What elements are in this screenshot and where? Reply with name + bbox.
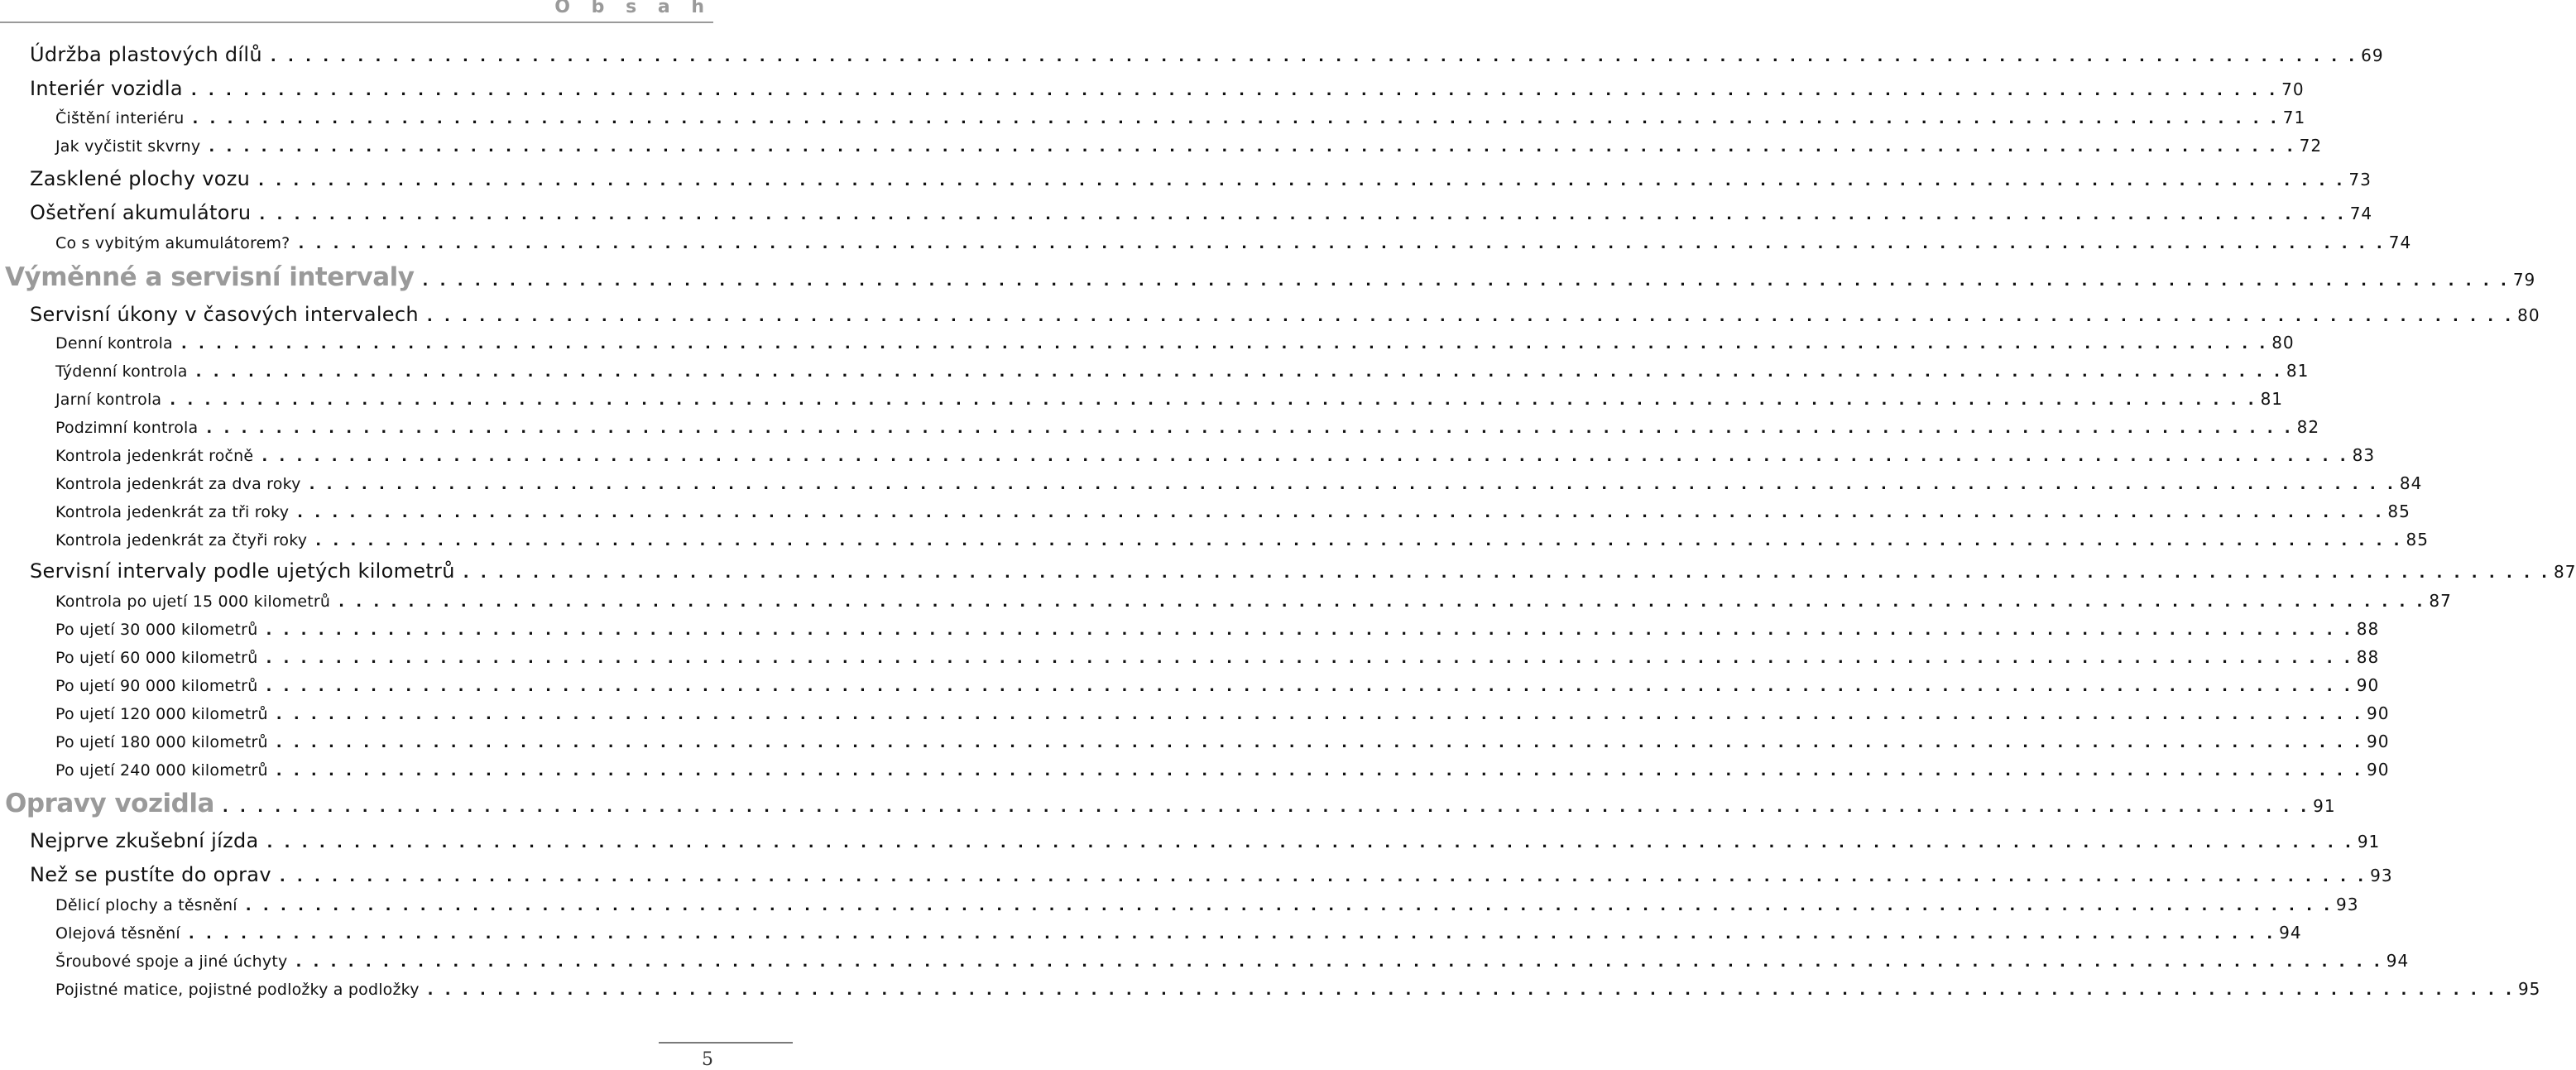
- toc-entry-page: 93: [2336, 895, 2359, 914]
- dot-leader: . . . . . . . . . . . . . . . . . . . . . . . . . . . . . . . . . . . . . . . . . . . . . . . . . . . . . . . . . . . . . . . . . . . . . . . . . . . . . . . . . . . . . . . . . . . . . . . . . . . . . . . . . . . . . . . . . . . . . . . .: [209, 138, 2296, 156]
- dot-leader: . . . . . . . . . . . . . . . . . . . . . . . . . . . . . . . . . . . . . . . . . . . . . . . . . . . . . . . . . . . . . . . . . . . . . . . . . . . . . . . . . . . . . . . . . . . . . . . . . . . . . . . . . . . . . . . . . . . . . . . .: [206, 420, 2294, 437]
- dot-leader: . . . . . . . . . . . . . . . . . . . . . . . . . . . . . . . . . . . . . . . . . . . . . . . . . . . . . . . . . . . . . . . . . . . . . . . . . . . . . . . . . . . . . . . . . . . . . . . . . . . . . . . . . . . . . . . . . . . . . . . .: [222, 799, 2310, 816]
- toc-entry-page: 85: [2406, 530, 2429, 549]
- dot-leader: . . . . . . . . . . . . . . . . . . . . . . . . . . . . . . . . . . . . . . . . . . . . . . . . . . . . . . . . . . . . . . . . . . . . . . . . . . . . . . . . . . . . . . . . . . . . . . . . . . . . . . . . . . . . . . . . . . . . . . . .: [266, 621, 2353, 639]
- toc-entry-title: Čištění interiéru: [55, 109, 185, 127]
- header-divider: [0, 22, 713, 23]
- toc-entry-title: Zasklené plochy vozu: [30, 167, 251, 190]
- dot-leader: . . . . . . . . . . . . . . . . . . . . . . . . . . . . . . . . . . . . . . . . . . . . . . . . . . . . . . . . . . . . . . . . . . . . . . . . . . . . . . . . . . . . . . . . . . . . . . . . . . . . . . . . . . . . . . . . . . . . . . . .: [266, 650, 2353, 667]
- toc-entry-title: Servisní úkony v časových intervalech: [30, 303, 419, 326]
- toc-entry-title: Kontrola jedenkrát za tři roky: [55, 503, 290, 521]
- toc-entry-page: 90: [2367, 703, 2390, 723]
- toc-entry-page: 90: [2367, 760, 2390, 780]
- toc-entry[interactable]: [55, 923, 2302, 943]
- toc-entry-page: 74: [2388, 233, 2412, 252]
- toc-entry[interactable]: [55, 619, 2380, 639]
- toc-entry-title: Nejprve zkušební jízda: [30, 829, 259, 852]
- dot-leader: . . . . . . . . . . . . . . . . . . . . . . . . . . . . . . . . . . . . . . . . . . . . . . . . . . . . . . . . . . . . . . . . . . . . . . . . . . . . . . . . . . . . . . . . . . . . . . . . . . . . . . . . . . . . . . . . . . . . . . . .: [266, 834, 2354, 852]
- toc-entry-title: Údržba plastových dílů: [30, 43, 262, 66]
- dot-leader: . . . . . . . . . . . . . . . . . . . . . . . . . . . . . . . . . . . . . . . . . . . . . . . . . . . . . . . . . . . . . . . . . . . . . . . . . . . . . . . . . . . . . . . . . . . . . . . . . . . . . . . . . . . . . . . . . . . . . . . .: [170, 391, 2257, 409]
- toc-entry-title: Kontrola jedenkrát za čtyři roky: [55, 531, 308, 549]
- toc-entry[interactable]: [30, 863, 2393, 886]
- toc-entry-page: 73: [2348, 170, 2372, 190]
- toc-entry[interactable]: [30, 167, 2372, 190]
- toc-entry-page: 91: [2357, 832, 2381, 852]
- dot-leader: . . . . . . . . . . . . . . . . . . . . . . . . . . . . . . . . . . . . . . . . . . . . . . . . . . . . . . . . . . . . . . . . . . . . . . . . . . . . . . . . . . . . . . . . . . . . . . . . . . . . . . . . . . . . . . . . . . . . . . . .: [315, 532, 2403, 549]
- toc-entry-title: Po ujetí 60 000 kilometrů: [55, 649, 258, 667]
- dot-leader: . . . . . . . . . . . . . . . . . . . . . . . . . . . . . . . . . . . . . . . . . . . . . . . . . . . . . . . . . . . . . . . . . . . . . . . . . . . . . . . . . . . . . . . . . . . . . . . . . . . . . . . . . . . . . . . . . . . . . . . .: [245, 897, 2334, 914]
- toc-entry[interactable]: [55, 703, 2390, 723]
- toc-entry-title: Kontrola po ujetí 15 000 kilometrů: [55, 593, 331, 611]
- dot-leader: . . . . . . . . . . . . . . . . . . . . . . . . . . . . . . . . . . . . . . . . . . . . . . . . . . . . . . . . . . . . . . . . . . . . . . . . . . . . . . . . . . . . . . . . . . . . . . . . . . . . . . . . . . . . . . . . . . . . . . . .: [188, 925, 2276, 943]
- toc-entry-page: 90: [2356, 675, 2380, 695]
- toc-entry[interactable]: [55, 530, 2429, 549]
- toc-entry[interactable]: [55, 473, 2423, 493]
- dot-leader: . . . . . . . . . . . . . . . . . . . . . . . . . . . . . . . . . . . . . . . . . . . . . . . . . . . . . . . . . . . . . . . . . . . . . . . . . . . . . . . . . . . . . . . . . . . . . . . . . . . . . . . . . . . . . . . . . . . . . . . .: [259, 206, 2347, 223]
- toc-entry[interactable]: [55, 979, 2541, 999]
- toc-entry-title: Opravy vozidla: [5, 789, 214, 818]
- toc-entry-title: Kontrola jedenkrát ročně: [55, 447, 254, 465]
- toc-entry-page: 74: [2349, 204, 2373, 223]
- dot-leader: . . . . . . . . . . . . . . . . . . . . . . . . . . . . . . . . . . . . . . . . . . . . . . . . . . . . . . . . . . . . . . . . . . . . . . . . . . . . . . . . . . . . . . . . . . . . . . . . . . . . . . . . . . . . . . . . . . . . . . . .: [276, 762, 2363, 780]
- toc-entry-title: Jak vyčistit skvrny: [55, 137, 201, 156]
- toc-entry-title: Kontrola jedenkrát za dva roky: [55, 475, 301, 493]
- toc-entry[interactable]: [55, 417, 2320, 437]
- toc-entry-title: Interiér vozidla: [30, 77, 183, 100]
- dot-leader: . . . . . . . . . . . . . . . . . . . . . . . . . . . . . . . . . . . . . . . . . . . . . . . . . . . . . . . . . . . . . . . . . . . . . . . . . . . . . . . . . . . . . . . . . . . . . . . . . . . . . . . . . . . . . . . . . . . . . . . .: [427, 981, 2515, 999]
- toc-entry-page: 81: [2260, 389, 2284, 409]
- toc-entry-title: Šroubové spoje a jiné úchyty: [55, 952, 288, 971]
- footer-divider: [659, 1042, 793, 1044]
- toc-entry[interactable]: [30, 43, 2384, 66]
- toc-entry-page: 83: [2352, 445, 2376, 465]
- dot-leader: . . . . . . . . . . . . . . . . . . . . . . . . . . . . . . . . . . . . . . . . . . . . . . . . . . . . . . . . . . . . . . . . . . . . . . . . . . . . . . . . . . . . . . . . . . . . . . . . . . . . . . . . . . . . . . . . . . . . . . . .: [266, 678, 2353, 695]
- toc-entry-page: 84: [2399, 473, 2423, 493]
- toc-entry-page: 80: [2517, 305, 2540, 325]
- dot-leader: . . . . . . . . . . . . . . . . . . . . . . . . . . . . . . . . . . . . . . . . . . . . . . . . . . . . . . . . . . . . . . . . . . . . . . . . . . . . . . . . . . . . . . . . . . . . . . . . . . . . . . . . . . . . . . . . . . . . . . . .: [276, 706, 2363, 723]
- toc-entry-title: Po ujetí 90 000 kilometrů: [55, 677, 258, 695]
- toc-entry-title: Servisní intervaly podle ujetých kilometrů: [30, 559, 455, 583]
- dot-leader: . . . . . . . . . . . . . . . . . . . . . . . . . . . . . . . . . . . . . . . . . . . . . . . . . . . . . . . . . . . . . . . . . . . . . . . . . . . . . . . . . . . . . . . . . . . . . . . . . . . . . . . . . . . . . . . . . . . . . . . .: [276, 734, 2363, 751]
- toc-entry[interactable]: [55, 389, 2284, 409]
- toc-entry-title: Podzimní kontrola: [55, 419, 199, 437]
- toc-entry[interactable]: [5, 789, 2336, 818]
- toc-entry[interactable]: [55, 760, 2390, 780]
- toc-entry-page: 82: [2296, 417, 2320, 437]
- dot-leader: . . . . . . . . . . . . . . . . . . . . . . . . . . . . . . . . . . . . . . . . . . . . . . . . . . . . . . . . . . . . . . . . . . . . . . . . . . . . . . . . . . . . . . . . . . . . . . . . . . . . . . . . . . . . . . . . . . . . . . . .: [295, 953, 2383, 971]
- dot-leader: . . . . . . . . . . . . . . . . . . . . . . . . . . . . . . . . . . . . . . . . . . . . . . . . . . . . . . . . . . . . . . . . . . . . . . . . . . . . . . . . . . . . . . . . . . . . . . . . . . . . . . . . . . . . . . . . . . . . . . . .: [190, 82, 2279, 99]
- toc-entry-title: Ošetření akumulátoru: [30, 201, 252, 224]
- toc-entry[interactable]: [55, 136, 2323, 156]
- dot-leader: . . . . . . . . . . . . . . . . . . . . . . . . . . . . . . . . . . . . . . . . . . . . . . . . . . . . . . . . . . . . . . . . . . . . . . . . . . . . . . . . . . . . . . . . . . . . . . . . . . . . . . . . . . . . . . . . . . . . . . . .: [297, 504, 2385, 521]
- dot-leader: . . . . . . . . . . . . . . . . . . . . . . . . . . . . . . . . . . . . . . . . . . . . . . . . . . . . . . . . . . . . . . . . . . . . . . . . . . . . . . . . . . . . . . . . . . . . . . . . . . . . . . . . . . . . . . . . . . . . . . . .: [261, 448, 2349, 465]
- dot-leader: . . . . . . . . . . . . . . . . . . . . . . . . . . . . . . . . . . . . . . . . . . . . . . . . . . . . . . . . . . . . . . . . . . . . . . . . . . . . . . . . . . . . . . . . . . . . . . . . . . . . . . . . . . . . . . . . . . . . . . . .: [426, 308, 2515, 325]
- toc-entry-title: Co s vybitým akumulátorem?: [55, 234, 290, 252]
- dot-leader: . . . . . . . . . . . . . . . . . . . . . . . . . . . . . . . . . . . . . . . . . . . . . . . . . . . . . . . . . . . . . . . . . . . . . . . . . . . . . . . . . . . . . . . . . . . . . . . . . . . . . . . . . . . . . . . . . . . . . . . .: [298, 235, 2386, 252]
- toc-entry-title: Po ujetí 30 000 kilometrů: [55, 621, 258, 639]
- section-header-title: O b s a h: [554, 0, 712, 17]
- toc-entry[interactable]: [55, 501, 2411, 521]
- toc-entry[interactable]: [55, 361, 2310, 381]
- toc-entry-page: 81: [2286, 361, 2310, 381]
- dot-leader: . . . . . . . . . . . . . . . . . . . . . . . . . . . . . . . . . . . . . . . . . . . . . . . . . . . . . . . . . . . . . . . . . . . . . . . . . . . . . . . . . . . . . . . . . . . . . . . . . . . . . . . . . . . . . . . . . . . . . . . .: [258, 172, 2346, 190]
- toc-entry-page: 88: [2356, 619, 2380, 639]
- page-number: 5: [702, 1049, 713, 1070]
- toc-entry-title: Výměnné a servisní intervaly: [5, 262, 415, 292]
- toc-entry-page: 70: [2281, 79, 2305, 99]
- dot-leader: . . . . . . . . . . . . . . . . . . . . . . . . . . . . . . . . . . . . . . . . . . . . . . . . . . . . . . . . . . . . . . . . . . . . . . . . . . . . . . . . . . . . . . . . . . . . . . . . . . . . . . . . . . . . . . . . . . . . . . . .: [463, 564, 2551, 582]
- toc-entry[interactable]: [5, 262, 2536, 292]
- toc-entry[interactable]: [55, 647, 2380, 667]
- toc-entry[interactable]: [55, 108, 2306, 127]
- dot-leader: . . . . . . . . . . . . . . . . . . . . . . . . . . . . . . . . . . . . . . . . . . . . . . . . . . . . . . . . . . . . . . . . . . . . . . . . . . . . . . . . . . . . . . . . . . . . . . . . . . . . . . . . . . . . . . . . . . . . . . . .: [309, 476, 2396, 493]
- toc-entry[interactable]: [30, 559, 2576, 583]
- toc-entry[interactable]: [30, 201, 2373, 224]
- toc-entry-title: Pojistné matice, pojistné podložky a podložky: [55, 981, 420, 999]
- toc-entry-title: Denní kontrola: [55, 334, 173, 353]
- toc-entry-page: 72: [2299, 136, 2323, 156]
- toc-entry-page: 90: [2367, 732, 2390, 751]
- toc-entry-title: Olejová těsnění: [55, 924, 180, 943]
- toc-entry-page: 91: [2313, 796, 2336, 816]
- toc-entry[interactable]: [55, 233, 2412, 252]
- toc-entry[interactable]: [55, 732, 2390, 751]
- toc-entry-title: Týdenní kontrola: [55, 362, 188, 381]
- toc-entry-title: Po ujetí 120 000 kilometrů: [55, 705, 268, 723]
- toc-entry-page: 80: [2271, 333, 2295, 353]
- dot-leader: . . . . . . . . . . . . . . . . . . . . . . . . . . . . . . . . . . . . . . . . . . . . . . . . . . . . . . . . . . . . . . . . . . . . . . . . . . . . . . . . . . . . . . . . . . . . . . . . . . . . . . . . . . . . . . . . . . . . . . . .: [338, 593, 2426, 611]
- toc-entry-page: 87: [2429, 591, 2452, 611]
- toc-entry-page: 69: [2361, 46, 2384, 65]
- toc-entry-page: 94: [2386, 951, 2410, 971]
- toc-entry[interactable]: [55, 333, 2295, 353]
- dot-leader: . . . . . . . . . . . . . . . . . . . . . . . . . . . . . . . . . . . . . . . . . . . . . . . . . . . . . . . . . . . . . . . . . . . . . . . . . . . . . . . . . . . . . . . . . . . . . . . . . . . . . . . . . . . . . . . . . . . . . . . .: [422, 272, 2510, 290]
- toc-entry-page: 95: [2517, 979, 2541, 999]
- dot-leader: . . . . . . . . . . . . . . . . . . . . . . . . . . . . . . . . . . . . . . . . . . . . . . . . . . . . . . . . . . . . . . . . . . . . . . . . . . . . . . . . . . . . . . . . . . . . . . . . . . . . . . . . . . . . . . . . . . . . . . . .: [195, 363, 2283, 381]
- dot-leader: . . . . . . . . . . . . . . . . . . . . . . . . . . . . . . . . . . . . . . . . . . . . . . . . . . . . . . . . . . . . . . . . . . . . . . . . . . . . . . . . . . . . . . . . . . . . . . . . . . . . . . . . . . . . . . . . . . . . . . . .: [180, 335, 2269, 353]
- toc-entry-page: 88: [2356, 647, 2380, 667]
- toc-entry-title: Než se pustíte do oprav: [30, 863, 271, 886]
- toc-entry[interactable]: [55, 445, 2376, 465]
- toc-entry[interactable]: [30, 829, 2381, 852]
- toc-entry-title: Jarní kontrola: [55, 391, 162, 409]
- toc-entry-title: Po ujetí 240 000 kilometrů: [55, 761, 268, 780]
- toc-entry[interactable]: [55, 895, 2359, 914]
- toc-entry-title: Po ujetí 180 000 kilometrů: [55, 733, 268, 751]
- toc-entry[interactable]: [55, 951, 2410, 971]
- toc-entry-page: 94: [2279, 923, 2302, 943]
- toc-entry[interactable]: [30, 77, 2305, 100]
- toc-entry[interactable]: [30, 303, 2540, 326]
- toc-entry[interactable]: [55, 675, 2380, 695]
- toc-entry-title: Dělicí plochy a těsnění: [55, 896, 237, 914]
- toc-entry-page: 85: [2387, 501, 2411, 521]
- toc-entry-page: 93: [2370, 866, 2393, 885]
- toc-entry-page: 79: [2512, 270, 2536, 290]
- dot-leader: . . . . . . . . . . . . . . . . . . . . . . . . . . . . . . . . . . . . . . . . . . . . . . . . . . . . . . . . . . . . . . . . . . . . . . . . . . . . . . . . . . . . . . . . . . . . . . . . . . . . . . . . . . . . . . . . . . . . . . . .: [270, 48, 2358, 65]
- dot-leader: . . . . . . . . . . . . . . . . . . . . . . . . . . . . . . . . . . . . . . . . . . . . . . . . . . . . . . . . . . . . . . . . . . . . . . . . . . . . . . . . . . . . . . . . . . . . . . . . . . . . . . . . . . . . . . . . . . . . . . . .: [192, 110, 2280, 127]
- toc-entry-page: 87: [2554, 562, 2576, 582]
- toc-entry-page: 71: [2282, 108, 2306, 127]
- toc-entry[interactable]: [55, 591, 2452, 611]
- dot-leader: . . . . . . . . . . . . . . . . . . . . . . . . . . . . . . . . . . . . . . . . . . . . . . . . . . . . . . . . . . . . . . . . . . . . . . . . . . . . . . . . . . . . . . . . . . . . . . . . . . . . . . . . . . . . . . . . . . . . . . . .: [279, 868, 2367, 885]
